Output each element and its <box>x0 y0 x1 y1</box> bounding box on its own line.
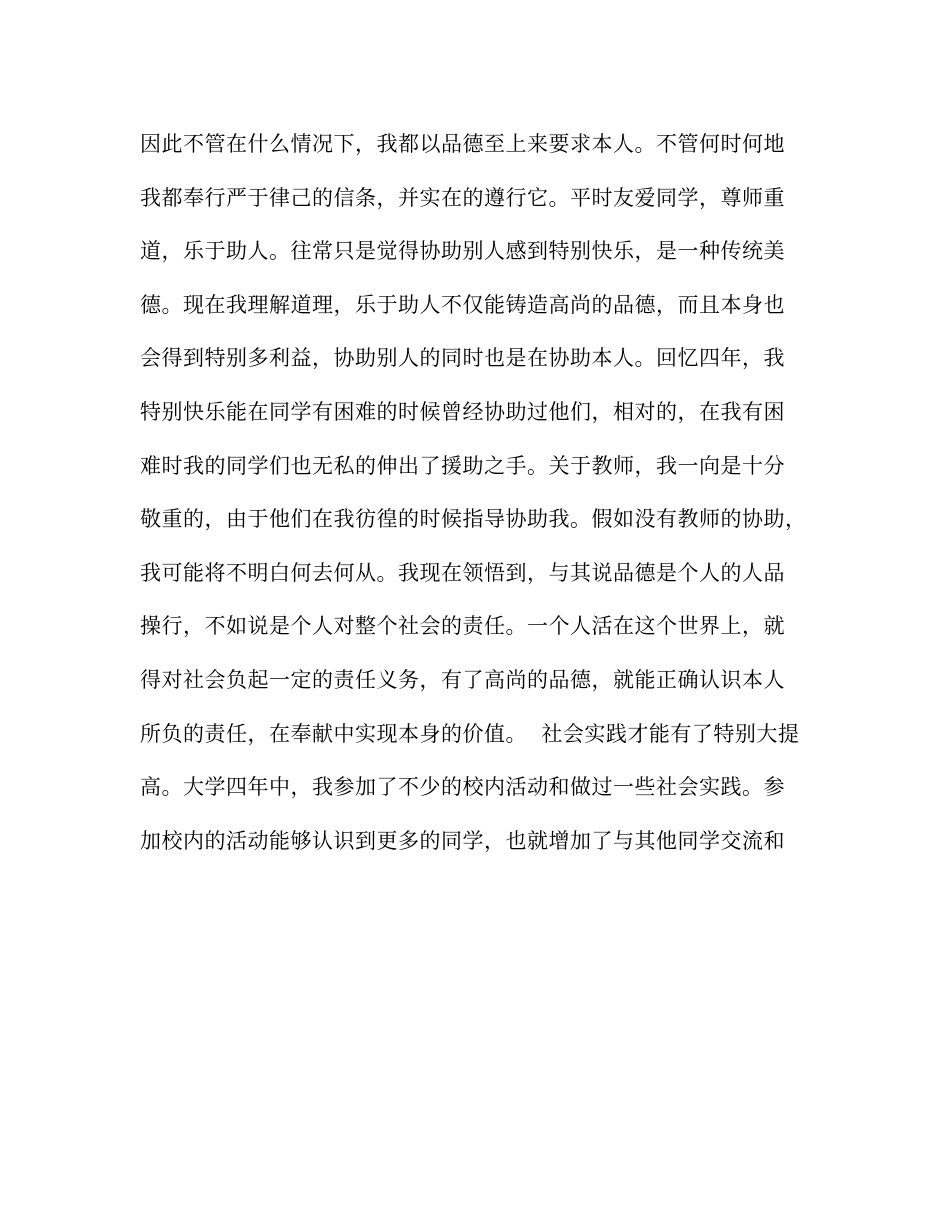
text-line: 我可能将不明白何去何从。我现在领悟到，与其说品德是个人的人品 <box>140 560 785 585</box>
text-line: 因此不管在什么情况下，我都以品德至上来要求本人。不管何时何地 <box>140 132 785 156</box>
text-line: 难时我的同学们也无私的伸出了援助之手。关于教师，我一向是十分 <box>140 453 785 478</box>
text-line: 加校内的活动能够认识到更多的同学，也就增加了与其他同学交流和 <box>140 828 785 853</box>
text-line: 道，乐于助人。往常只是觉得协助别人感到特别快乐，是一种传统美 <box>140 239 785 264</box>
text-line: 敬重的，由于他们在我彷徨的时候指导协助我。假如没有教师的协助， <box>140 507 807 532</box>
text-line: 特别快乐能在同学有困难的时候曾经协助过他们，相对的，在我有困 <box>140 399 785 424</box>
text-line: 所负的责任，在奉献中实现本身的价值。 社会实践才能有了特别大提 <box>140 721 800 746</box>
text-line: 得对社会负起一定的责任义务，有了高尚的品德，就能正确认识本人 <box>140 667 785 692</box>
text-line: 德。现在我理解道理，乐于助人不仅能铸造高尚的品德，而且本身也 <box>140 292 785 317</box>
text-line: 会得到特别多利益，协助别人的同时也是在协助本人。回忆四年，我 <box>140 346 785 371</box>
text-line: 我都奉行严于律己的信条，并实在的遵行它。平时友爱同学，尊师重 <box>140 185 785 210</box>
text-line: 高。大学四年中，我参加了不少的校内活动和做过一些社会实践。参 <box>140 775 785 800</box>
body-text <box>140 123 820 873</box>
text-line: 操行，不如说是个人对整个社会的责任。一个人活在这个世界上，就 <box>140 614 785 639</box>
